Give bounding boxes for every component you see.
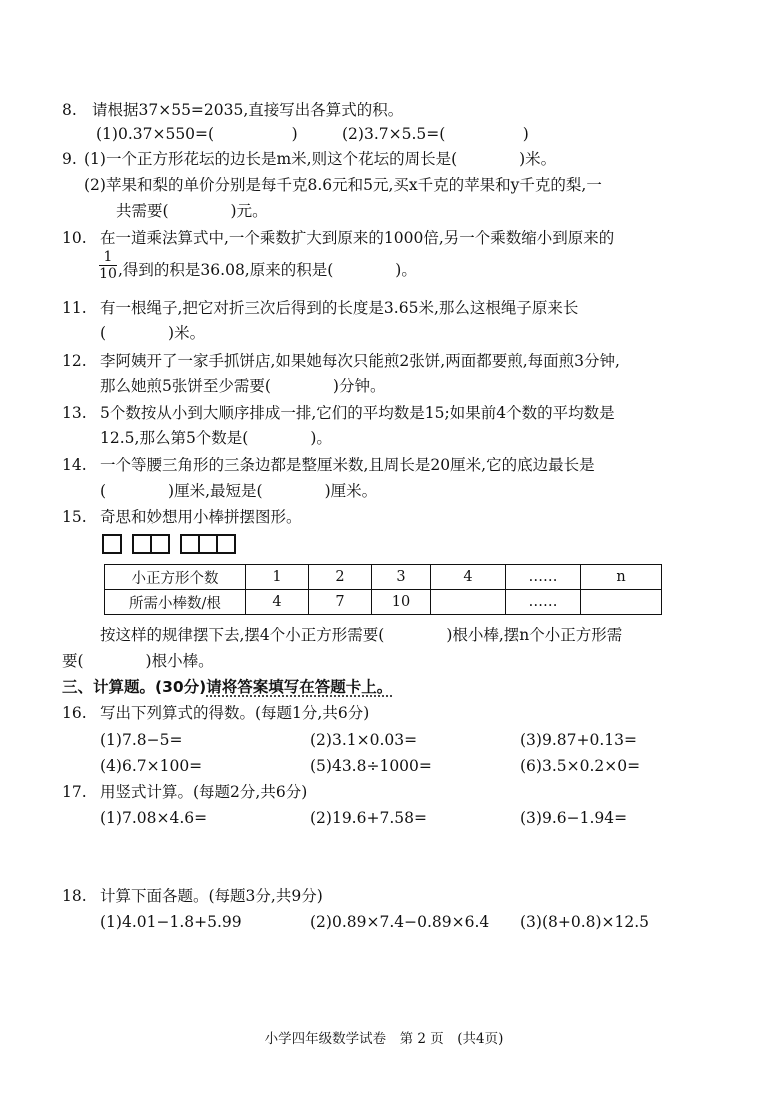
q15-line-1: 奇思和妙想用小棒拼摆图形。 xyxy=(100,508,302,526)
q17-item-1: (1)7.08×4.6= xyxy=(100,809,208,827)
pattern-3-divider-b xyxy=(216,534,218,554)
q11-line-1: 有一根绳子,把它对折三次后得到的长度是3.65米,那么这根绳子原来长 xyxy=(100,299,579,317)
q10-line-2: ,得到的积是36.08,原来的积是( )。 xyxy=(118,261,417,279)
q17-number: 17. xyxy=(62,783,87,801)
table-row xyxy=(105,590,662,615)
q10-number: 10. xyxy=(62,229,87,247)
q12-line-2: 那么她煎5张饼至少需要( )分钟。 xyxy=(100,377,386,395)
table-cell: n xyxy=(581,565,662,590)
q18-item-1: (1)4.01−1.8+5.99 xyxy=(100,913,242,931)
table-cell: …… xyxy=(506,565,581,590)
q13-number: 13. xyxy=(62,404,87,422)
table-cell: 10 xyxy=(372,590,431,615)
q11-number: 11. xyxy=(62,299,87,317)
stick-count-table xyxy=(104,564,662,615)
q17-item-2: (2)19.6+7.58= xyxy=(310,809,427,827)
fraction-denominator: 10 xyxy=(99,266,117,282)
table-cell: 4 xyxy=(431,565,506,590)
q9-line-1: (1)一个正方形花坛的边长是m米,则这个花坛的周长是( )米。 xyxy=(84,150,557,168)
q18-item-2: (2)0.89×7.4−0.89×6.4 xyxy=(310,913,490,931)
fraction-numerator: 1 xyxy=(103,249,113,265)
q15-line-3: 要( )根小棒。 xyxy=(62,652,214,670)
q14-number: 14. xyxy=(62,456,87,474)
table-row xyxy=(105,565,662,590)
page-footer: 小学四年级数学试卷 第 2 页 (共4页) xyxy=(264,1031,504,1047)
table-cell: 1 xyxy=(246,565,309,590)
q15-line-2: 按这样的规律摆下去,摆4个小正方形需要( )根小棒,摆n个小正方形需 xyxy=(100,626,623,644)
section-3-heading xyxy=(62,676,392,698)
table-cell xyxy=(431,590,506,615)
q14-line-2: ( )厘米,最短是( )厘米。 xyxy=(100,482,378,500)
q16-item-1: (1)7.8−5= xyxy=(100,731,183,749)
table-cell: …… xyxy=(506,590,581,615)
table-cell: 4 xyxy=(246,590,309,615)
q16-item-3: (3)9.87+0.13= xyxy=(520,731,637,749)
q18-text: 计算下面各题。(每题3分,共9分) xyxy=(100,887,323,905)
q16-text: 写出下列算式的得数。(每题1分,共6分) xyxy=(100,704,370,722)
q9-number: 9. xyxy=(62,150,77,168)
table-cell: 所需小棒数/根 xyxy=(105,590,246,615)
q16-item-6: (6)3.5×0.2×0= xyxy=(520,757,641,775)
q11-line-2: ( )米。 xyxy=(100,324,206,342)
q12-line-1: 李阿姨开了一家手抓饼店,如果她每次只能煎2张饼,两面都要煎,每面煎3分钟, xyxy=(100,352,620,370)
q18-number: 18. xyxy=(62,887,87,905)
q16-number: 16. xyxy=(62,704,87,722)
table-cell: 小正方形个数 xyxy=(105,565,246,590)
pattern-3-squares xyxy=(180,534,236,554)
q17-text: 用竖式计算。(每题2分,共6分) xyxy=(100,783,308,801)
table-cell: 2 xyxy=(309,565,372,590)
q10-fraction xyxy=(99,249,117,282)
q13-line-2: 12.5,那么第5个数是( )。 xyxy=(100,429,332,447)
table-cell: 3 xyxy=(372,565,431,590)
q9-line-3: 共需要( )元。 xyxy=(116,202,268,220)
q9-line-2: (2)苹果和梨的单价分别是每千克8.6元和5元,买x千克的苹果和y千克的梨,一 xyxy=(84,176,602,194)
pattern-2-divider xyxy=(150,534,152,554)
section-3-note: 请将答案填写在答题卡上。 xyxy=(206,678,393,696)
q14-line-1: 一个等腰三角形的三条边都是整厘米数,且周长是20厘米,它的底边最长是 xyxy=(100,456,595,474)
q8-item-2: (2)3.7×5.5=( ) xyxy=(342,125,529,143)
table-cell xyxy=(581,590,662,615)
q8-number: 8. xyxy=(62,101,77,119)
q15-number: 15. xyxy=(62,508,87,526)
q13-line-1: 5个数按从小到大顺序排成一排,它们的平均数是15;如果前4个数的平均数是 xyxy=(100,404,615,422)
q16-item-5: (5)43.8÷1000= xyxy=(310,757,432,775)
q12-number: 12. xyxy=(62,352,87,370)
section-3-title: 三、计算题。(30分) xyxy=(62,678,207,696)
q8-item-1: (1)0.37×550=( ) xyxy=(96,125,298,143)
pattern-3-divider-a xyxy=(198,534,200,554)
q8-text: 请根据37×55=2035,直接写出各算式的积。 xyxy=(92,101,404,119)
q16-item-2: (2)3.1×0.03= xyxy=(310,731,418,749)
table-cell: 7 xyxy=(309,590,372,615)
pattern-1-square xyxy=(102,534,122,554)
q17-item-3: (3)9.6−1.94= xyxy=(520,809,628,827)
q10-line-1: 在一道乘法算式中,一个乘数扩大到原来的1000倍,另一个乘数缩小到原来的 xyxy=(100,229,615,247)
q18-item-3: (3)(8+0.8)×12.5 xyxy=(520,913,650,931)
q16-item-4: (4)6.7×100= xyxy=(100,757,203,775)
